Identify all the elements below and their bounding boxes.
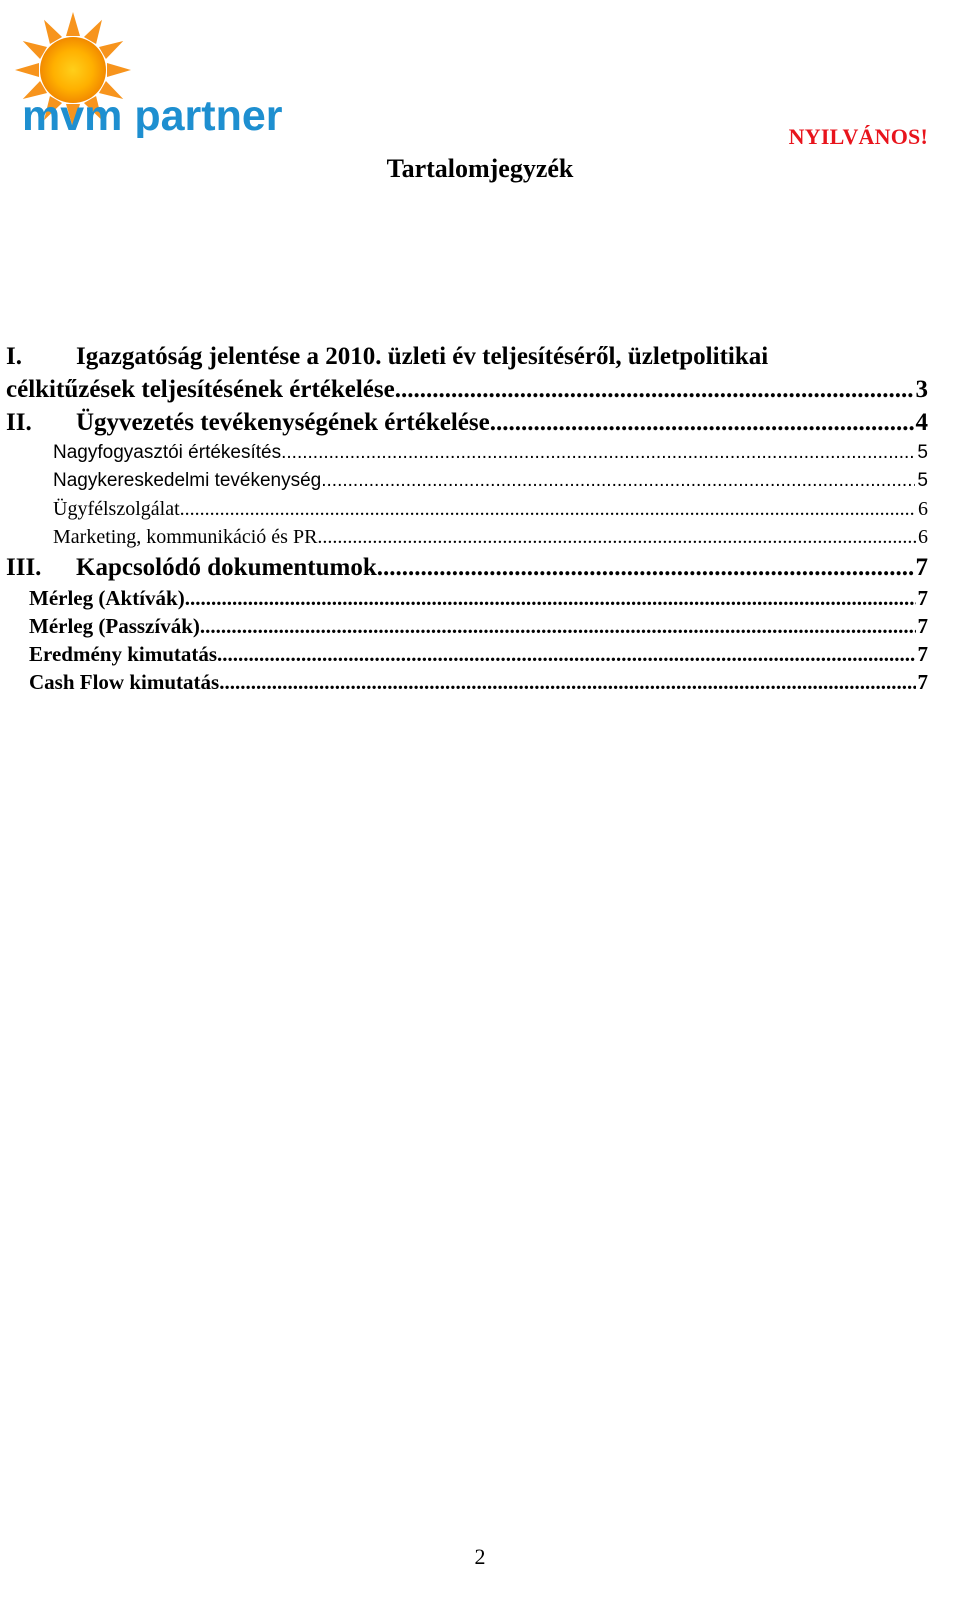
- toc-subentry-page: 7: [917, 614, 928, 638]
- toc-subentry-title: Cash Flow kimutatás: [29, 670, 220, 694]
- toc-leader-dots: [317, 523, 916, 551]
- toc-subentry-page: 5: [917, 470, 928, 491]
- toc-subentry-title: Nagykereskedelmi tevékenység: [53, 470, 322, 491]
- toc-entry-page: 7: [915, 554, 928, 581]
- toc-entry-page: 4: [915, 409, 928, 436]
- toc-subentry-page: 6: [918, 526, 928, 548]
- toc-subentry[interactable]: [6, 439, 928, 467]
- toc-leader-dots: [281, 439, 915, 467]
- toc-subentry[interactable]: [6, 668, 928, 696]
- logo-wordmark: mvm partner: [22, 92, 283, 138]
- toc-entry-number: II.: [6, 409, 32, 436]
- toc-leader-dots: [321, 467, 915, 495]
- toc-leader-dots: [395, 373, 914, 406]
- toc-leader-dots: [490, 406, 914, 439]
- toc-leader-dots: [377, 551, 914, 584]
- toc-subentry-page: 6: [918, 498, 928, 520]
- toc-entry-section-1[interactable]: [6, 340, 928, 406]
- toc-entry-number: I.: [6, 343, 22, 370]
- mvm-partner-logo: [8, 8, 308, 138]
- toc-subentry[interactable]: [6, 523, 928, 551]
- toc-entry-title: Ügyvezetés tevékenységének értékelése: [76, 409, 490, 436]
- toc-leader-dots: [217, 640, 915, 668]
- table-of-contents: [6, 340, 928, 696]
- toc-leader-dots: [219, 668, 915, 696]
- toc-entry-page: 3: [915, 376, 928, 403]
- toc-entry-title: Igazgatóság jelentése a 2010. üzleti év teljesítéséről, üzletpolitikai: [76, 343, 769, 370]
- toc-entry-title: Kapcsolódó dokumentumok: [76, 554, 377, 581]
- sun-logo-icon: [8, 8, 308, 138]
- document-title: Tartalomjegyzék: [386, 154, 574, 183]
- toc-leader-dots: [185, 584, 916, 612]
- classification-label: NYILVÁNOS!: [788, 124, 928, 149]
- toc-subentry[interactable]: [6, 584, 928, 612]
- toc-subentry-title: Marketing, kommunikáció és PR: [53, 526, 318, 548]
- toc-entry-number: III.: [6, 554, 42, 581]
- toc-subentry[interactable]: [6, 612, 928, 640]
- toc-subentry-page: 7: [917, 642, 928, 666]
- toc-subentry-title: Nagyfogyasztói értékesítés: [53, 442, 282, 463]
- toc-entry-section-2[interactable]: [6, 406, 928, 439]
- toc-subentry-title: Eredmény kimutatás: [29, 642, 218, 666]
- toc-leader-dots: [200, 612, 916, 640]
- toc-subentry-page: 5: [917, 442, 928, 463]
- toc-subentry-title: Mérleg (Aktívák): [29, 586, 185, 610]
- toc-subentry[interactable]: [6, 640, 928, 668]
- toc-subentry-title: Ügyfélszolgálat: [53, 498, 180, 520]
- toc-subentry[interactable]: [6, 495, 928, 523]
- toc-leader-dots: [180, 495, 916, 523]
- toc-subentry-title: Mérleg (Passzívák): [29, 614, 200, 638]
- toc-entry-section-3[interactable]: [6, 551, 928, 584]
- toc-subentry[interactable]: [6, 467, 928, 495]
- toc-subentry-page: 7: [917, 586, 928, 610]
- page-number: 2: [474, 1544, 486, 1569]
- toc-entry-title-continued: célkitűzések teljesítésének értékelése: [6, 376, 395, 403]
- toc-subentry-page: 7: [917, 670, 928, 694]
